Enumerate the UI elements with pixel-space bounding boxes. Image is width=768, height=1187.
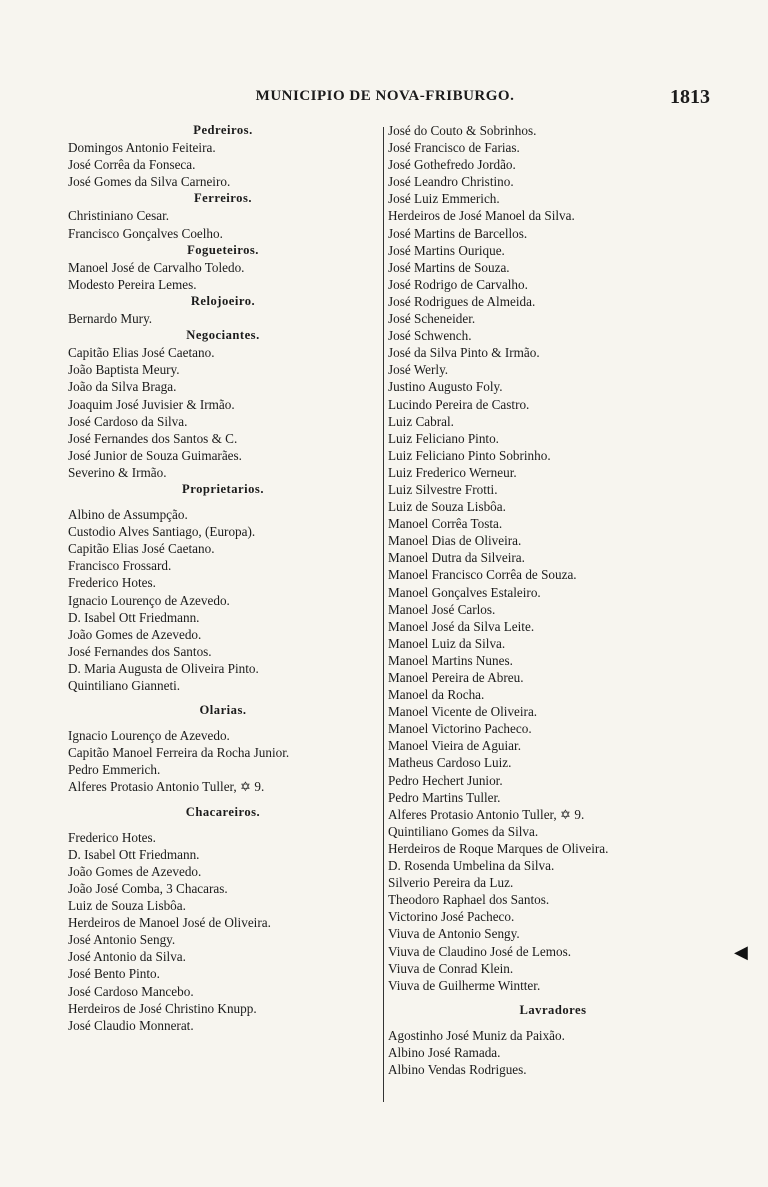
list-item: José Cardoso Mancebo. bbox=[68, 983, 194, 999]
page-number: 1813 bbox=[670, 86, 710, 108]
list-item: Albino Vendas Rodrigues. bbox=[388, 1062, 527, 1078]
list-item: Albino de Assumpção. bbox=[68, 507, 188, 523]
list-item: João da Silva Braga. bbox=[68, 379, 177, 395]
list-item: Pedro Hechert Junior. bbox=[388, 772, 503, 788]
list-item: José Luiz Emmerich. bbox=[388, 191, 500, 207]
list-item: Viuva de Guilherme Wintter. bbox=[388, 977, 541, 993]
list-item: Silverio Pereira da Luz. bbox=[388, 875, 514, 891]
list-item: D. Isabel Ott Friedmann. bbox=[68, 846, 200, 862]
list-item: José Claudio Monnerat. bbox=[68, 1017, 194, 1033]
list-item: João Baptista Meury. bbox=[68, 362, 180, 378]
list-item: Luiz Feliciano Pinto Sobrinho. bbox=[388, 447, 551, 463]
column-divider bbox=[383, 127, 384, 1102]
list-item: Manoel Victorino Pacheco. bbox=[388, 721, 532, 737]
section-title: Ferreiros. bbox=[193, 191, 253, 206]
list-item: Herdeiros de Manoel José de Oliveira. bbox=[68, 915, 271, 931]
list-item: D. Isabel Ott Friedmann. bbox=[68, 609, 200, 625]
list-item: José do Couto & Sobrinhos. bbox=[388, 123, 537, 138]
list-item: Lucindo Pereira de Castro. bbox=[388, 396, 530, 412]
list-item: Quintiliano Gianneti. bbox=[68, 678, 181, 693]
list-item: José Bento Pinto. bbox=[68, 966, 160, 982]
list-item: José Schwench. bbox=[388, 328, 472, 344]
section-title: Relojoeiro. bbox=[190, 293, 256, 308]
list-item: José Junior de Souza Guimarães. bbox=[68, 447, 242, 463]
list-item: Alferes Protasio Antonio Tuller, ✡ 9. bbox=[388, 806, 585, 822]
list-item: Manoel José de Carvalho Toledo. bbox=[68, 259, 245, 275]
list-item: José Rodrigo de Carvalho. bbox=[388, 276, 528, 292]
list-item: José Fernandes dos Santos. bbox=[68, 643, 212, 659]
list-item: José Martins de Barcellos. bbox=[388, 225, 528, 241]
list-item: Herdeiros de Roque Marques de Oliveira. bbox=[388, 840, 609, 856]
list-item: José Gothefredo Jordão. bbox=[388, 157, 516, 173]
list-item: Manoel Pereira de Abreu. bbox=[388, 670, 524, 685]
list-item: Capitão Elias José Caetano. bbox=[68, 541, 215, 557]
list-item: Capitão Elias José Caetano. bbox=[68, 345, 215, 361]
list-item: Albino José Ramada. bbox=[388, 1044, 501, 1060]
list-item: Luiz Silvestre Frotti. bbox=[388, 481, 498, 497]
list-item: Luiz de Souza Lisbôa. bbox=[388, 499, 506, 515]
list-item: Herdeiros de José Christino Knupp. bbox=[68, 1000, 257, 1016]
list-item: Theodoro Raphael dos Santos. bbox=[388, 892, 550, 908]
page-title: MUNICIPIO DE NOVA-FRIBURGO. bbox=[255, 88, 515, 104]
list-item: José Antonio Sengy. bbox=[68, 932, 176, 948]
section-title: Pedreiros. bbox=[193, 123, 253, 137]
list-item: Domingos Antonio Feiteira. bbox=[68, 140, 216, 156]
list-item: D. Rosenda Umbelina da Silva. bbox=[388, 858, 555, 874]
list-item: José Francisco de Farias. bbox=[388, 140, 520, 156]
list-item: José Martins de Souza. bbox=[388, 259, 510, 275]
list-item: Manoel José da Silva Leite. bbox=[388, 618, 535, 634]
list-item: José Corrêa da Fonseca. bbox=[68, 157, 196, 173]
section-title: Fogueteiros. bbox=[187, 242, 259, 257]
section-title: Olarias. bbox=[199, 703, 247, 718]
list-item: Manoel da Rocha. bbox=[388, 687, 485, 703]
list-item: Pedro Emmerich. bbox=[68, 762, 161, 778]
list-item: Manoel Gonçalves Estaleiro. bbox=[388, 584, 541, 600]
pointer-arrow-icon: ◀ bbox=[734, 942, 748, 962]
section-title: Lavradores bbox=[519, 1002, 587, 1017]
list-item: Francisco Frossard. bbox=[68, 558, 172, 574]
list-item: Luiz Feliciano Pinto. bbox=[388, 430, 499, 446]
list-item: Manoel Vicente de Oliveira. bbox=[388, 704, 538, 720]
left-column bbox=[68, 122, 378, 1034]
list-item: José da Silva Pinto & Irmão. bbox=[388, 345, 540, 361]
list-item: Alferes Protasio Antonio Tuller, ✡ 9. bbox=[68, 779, 265, 795]
list-item: João Gomes de Azevedo. bbox=[68, 626, 202, 642]
section-title: Proprietarios. bbox=[182, 481, 264, 496]
list-item: Victorino José Pacheco. bbox=[388, 909, 515, 925]
list-item: Bernardo Mury. bbox=[68, 311, 153, 327]
list-item: Quintiliano Gomes da Silva. bbox=[388, 823, 539, 839]
list-item: Manoel Martins Nunes. bbox=[388, 652, 513, 668]
list-item: Joaquim José Juvisier & Irmão. bbox=[68, 396, 235, 412]
section-title: Chacareiros. bbox=[185, 804, 261, 819]
list-item: Manoel Vieira de Aguiar. bbox=[388, 738, 521, 754]
list-item: Frederico Hotes. bbox=[68, 829, 156, 845]
list-item: Manoel Dias de Oliveira. bbox=[388, 533, 522, 549]
list-item: Ignacio Lourenço de Azevedo. bbox=[68, 592, 230, 608]
list-item: Severino & Irmão. bbox=[68, 464, 167, 480]
list-item: José Gomes da Silva Carneiro. bbox=[68, 174, 231, 190]
list-item: Matheus Cardoso Luiz. bbox=[388, 755, 512, 771]
list-item: Viuva de Claudino José de Lemos. bbox=[388, 943, 572, 959]
list-item: Custodio Alves Santiago, (Europa). bbox=[68, 524, 256, 540]
list-item: Herdeiros de José Manoel da Silva. bbox=[388, 208, 575, 224]
list-item: Frederico Hotes. bbox=[68, 575, 156, 591]
list-item: Manoel Luiz da Silva. bbox=[388, 635, 506, 651]
list-item: Pedro Martins Tuller. bbox=[388, 789, 501, 805]
list-item: D. Maria Augusta de Oliveira Pinto. bbox=[68, 660, 259, 676]
list-item: Modesto Pereira Lemes. bbox=[68, 276, 197, 292]
list-item: Luiz de Souza Lisbôa. bbox=[68, 898, 186, 914]
list-item: José Martins Ourique. bbox=[388, 242, 505, 258]
list-item: José Scheneider. bbox=[388, 311, 476, 327]
list-item: Viuva de Conrad Klein. bbox=[388, 960, 514, 976]
list-item: Agostinho José Muniz da Paixão. bbox=[388, 1027, 565, 1043]
page-header bbox=[60, 88, 710, 114]
list-item: José Rodrigues de Almeida. bbox=[388, 293, 536, 309]
list-item: Manoel Dutra da Silveira. bbox=[388, 550, 525, 566]
list-item: Manoel Francisco Corrêa de Souza. bbox=[388, 567, 577, 583]
list-item: Capitão Manoel Ferreira da Rocha Junior. bbox=[68, 745, 290, 761]
list-item: Manoel José Carlos. bbox=[388, 601, 496, 617]
list-item: Luiz Cabral. bbox=[388, 413, 454, 429]
list-item: José Antonio da Silva. bbox=[68, 949, 186, 965]
list-item: Ignacio Lourenço de Azevedo. bbox=[68, 728, 230, 744]
right-column bbox=[388, 122, 718, 1078]
list-item: José Fernandes dos Santos & C. bbox=[68, 430, 238, 446]
list-item: Luiz Frederico Werneur. bbox=[388, 464, 517, 480]
list-item: Christiniano Cesar. bbox=[68, 208, 170, 224]
list-item: José Leandro Christino. bbox=[388, 174, 514, 190]
list-item: João Gomes de Azevedo. bbox=[68, 863, 202, 879]
list-item: Manoel Corrêa Tosta. bbox=[388, 516, 503, 532]
section-title: Negociantes. bbox=[186, 328, 260, 343]
list-item: João José Comba, 3 Chacaras. bbox=[68, 880, 228, 896]
list-item: Viuva de Antonio Sengy. bbox=[388, 926, 520, 942]
list-item: José Cardoso da Silva. bbox=[68, 413, 188, 429]
list-item: Francisco Gonçalves Coelho. bbox=[68, 225, 223, 241]
list-item: Justino Augusto Foly. bbox=[388, 379, 503, 395]
list-item: José Werly. bbox=[388, 362, 449, 378]
